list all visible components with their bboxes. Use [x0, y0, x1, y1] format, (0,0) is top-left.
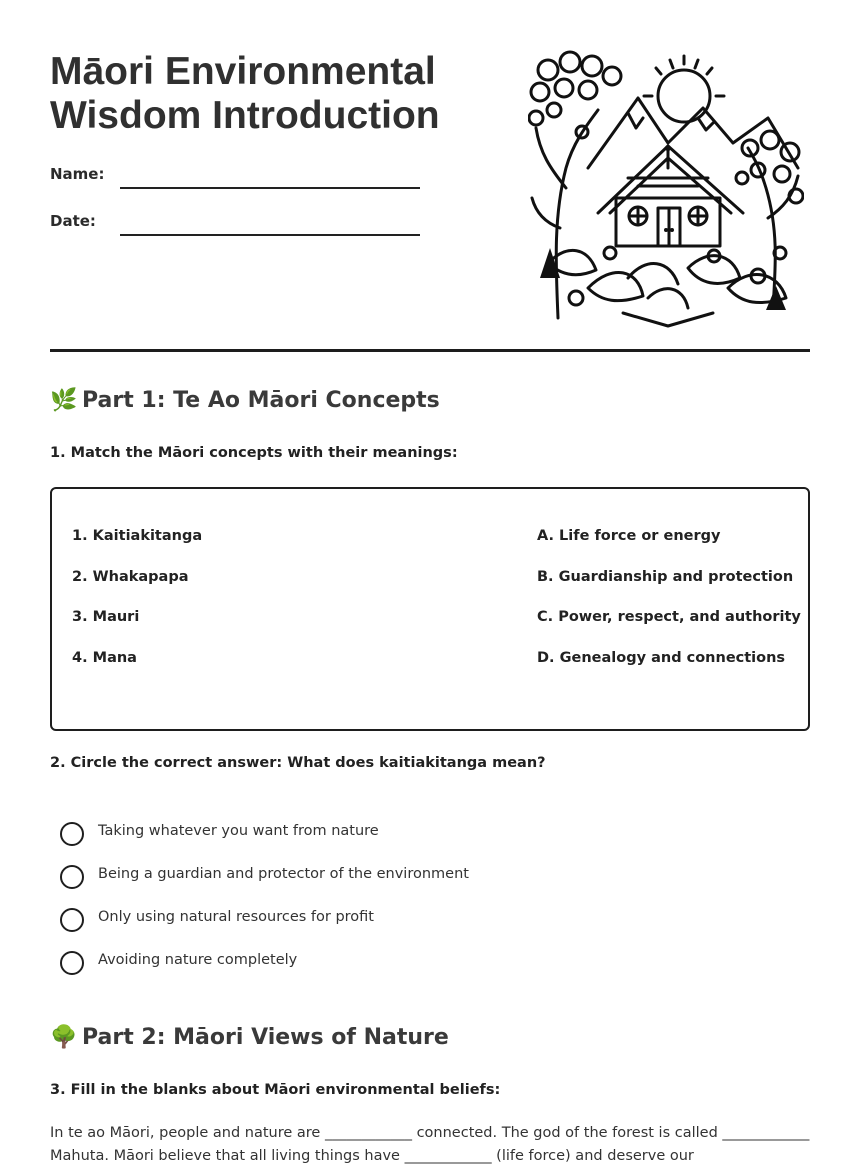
concept-item[interactable]: 2. Whakapapa — [72, 569, 189, 585]
part2-heading — [50, 1025, 449, 1050]
date-field-row — [50, 212, 420, 242]
answer-option[interactable] — [60, 865, 560, 891]
concept-item[interactable]: 4. Mana — [72, 650, 137, 666]
radio-circle-icon[interactable] — [60, 908, 84, 932]
part1-heading — [50, 388, 440, 413]
part2-heading-text: Part 2: Māori Views of Nature — [82, 1025, 449, 1050]
question-3-prompt: 3. Fill in the blanks about Māori environmental beliefs: — [50, 1082, 501, 1098]
title-line-2: Wisdom Introduction — [50, 94, 440, 137]
answer-option[interactable] — [60, 908, 560, 934]
answer-option[interactable] — [60, 951, 560, 977]
answer-option-label: Taking whatever you want from nature — [98, 823, 379, 839]
meaning-item[interactable]: B. Guardianship and protection — [537, 569, 794, 585]
meaning-item[interactable]: C. Power, respect, and authority — [537, 609, 801, 625]
page-title — [50, 50, 510, 138]
answer-option-label: Being a guardian and protector of the environment — [98, 866, 469, 882]
concept-item[interactable]: 3. Mauri — [72, 609, 140, 625]
radio-circle-icon[interactable] — [60, 865, 84, 889]
meaning-item[interactable]: D. Genealogy and connections — [537, 650, 786, 666]
name-input-line[interactable] — [120, 187, 420, 189]
name-label: Name: — [50, 165, 105, 183]
part1-heading-text: Part 1: Te Ao Māori Concepts — [82, 388, 440, 413]
date-label: Date: — [50, 212, 96, 230]
answer-option-label: Avoiding nature completely — [98, 952, 298, 968]
tree-icon: 🌳 — [50, 1025, 78, 1050]
radio-circle-icon[interactable] — [60, 822, 84, 846]
radio-circle-icon[interactable] — [60, 951, 84, 975]
answer-option[interactable] — [60, 822, 560, 848]
date-input-line[interactable] — [120, 234, 420, 236]
wharenui-landscape-illustration-icon — [528, 48, 804, 328]
header-divider — [50, 349, 810, 352]
concept-item[interactable]: 1. Kaitiakitanga — [72, 528, 203, 544]
herb-leaf-icon: 🌿 — [50, 388, 78, 413]
meaning-item[interactable]: A. Life force or energy — [537, 528, 721, 544]
matching-box — [50, 487, 810, 731]
name-field-row — [50, 165, 420, 195]
fill-in-blanks-paragraph[interactable]: In te ao Māori, people and nature are ____________ connected. The god of the forest is called ____________ Mahuta. Māori believe that all living things have ____________ (life force) and deserve our — [50, 1125, 810, 1164]
title-line-1: Māori Environmental — [50, 50, 436, 93]
question-1-prompt: 1. Match the Māori concepts with their meanings: — [50, 445, 458, 461]
question-2-prompt: 2. Circle the correct answer: What does kaitiakitanga mean? — [50, 755, 546, 771]
answer-option-label: Only using natural resources for profit — [98, 909, 374, 925]
